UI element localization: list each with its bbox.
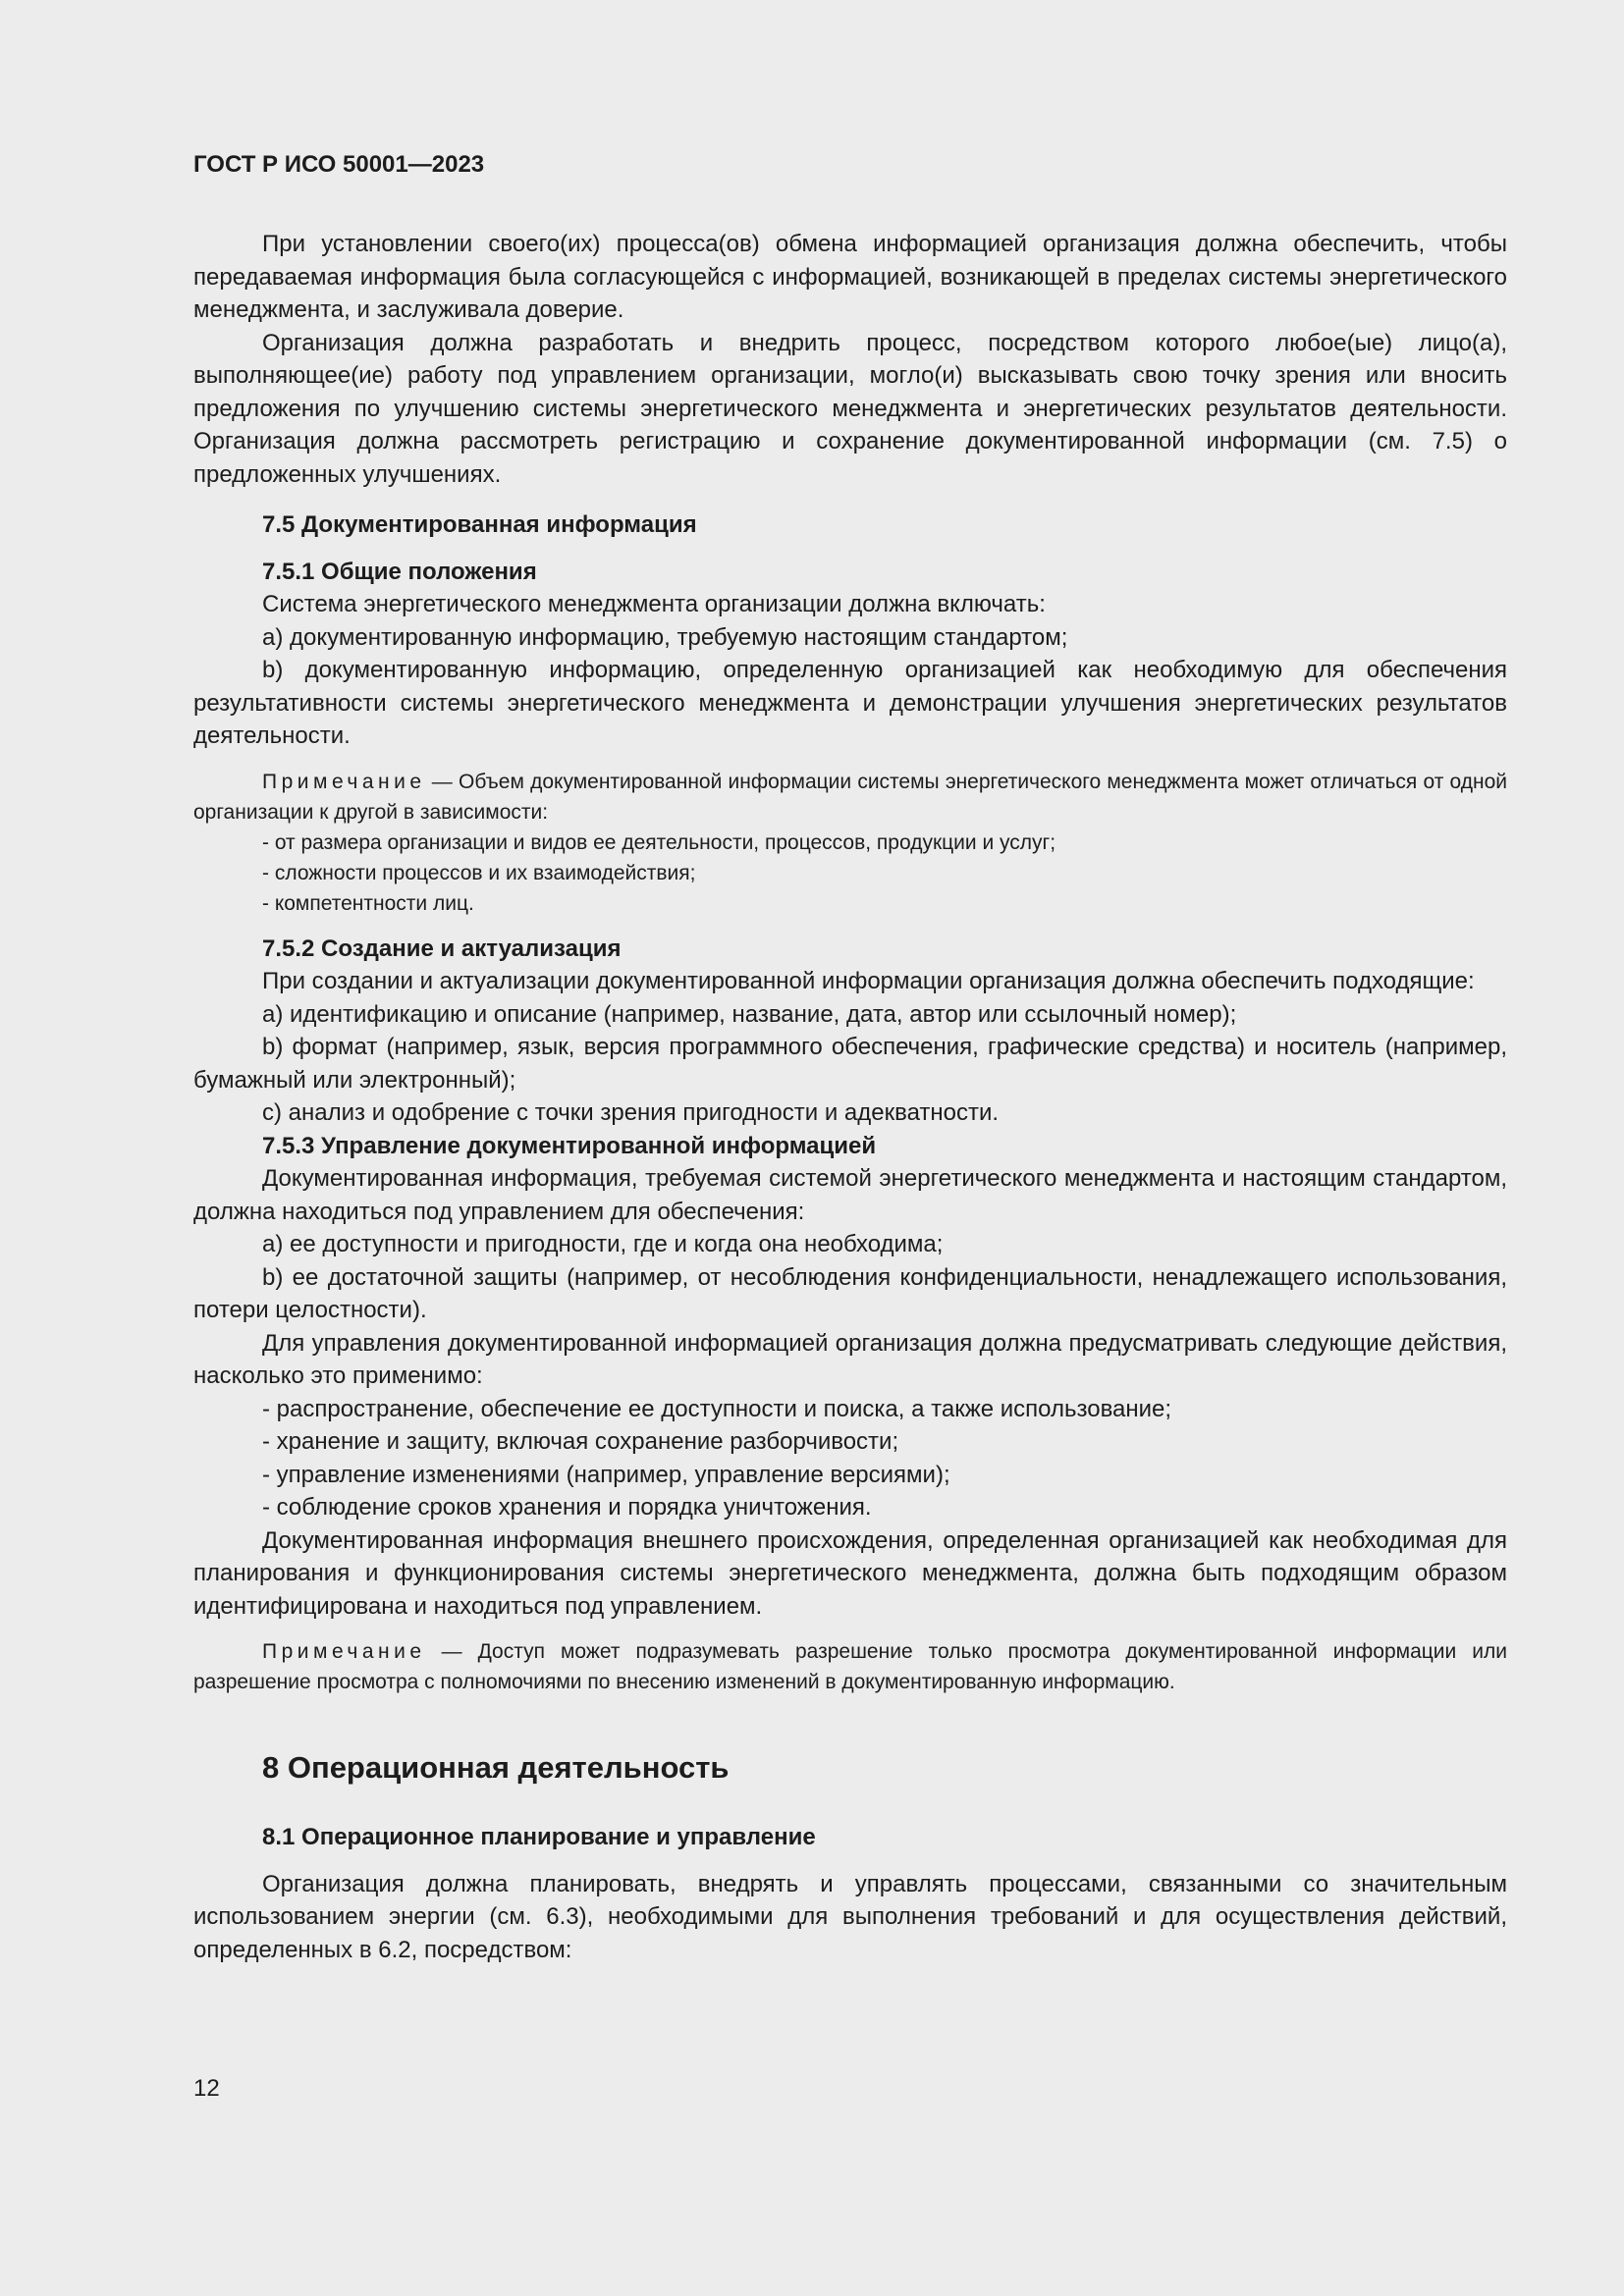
section-7-5-3-title: 7.5.3 Управление документированной информацией [262, 1132, 877, 1159]
page-content [193, 145, 1507, 1966]
section-7-5-2-item-b: b) формат (например, язык, версия программного обеспечения, графические средства) и носитель (например, бумажный или электронный); [193, 1034, 1507, 1094]
note-item: - от размера организации и видов ее деятельности, процессов, продукции и услуг; [262, 830, 1056, 854]
action-item: - соблюдение сроков хранения и порядка уничтожения. [262, 1494, 872, 1521]
note-item: - компетентности лиц. [262, 891, 474, 915]
action-item: - хранение и защиту, включая сохранение разборчивости; [262, 1428, 899, 1455]
section-7-5-1-title: 7.5.1 Общие положения [262, 558, 537, 585]
note-label: Примечание [262, 1640, 426, 1663]
section-7-5-title: 7.5 Документированная информация [262, 511, 697, 538]
note-text: — Доступ может подразумевать разрешение только просмотра документированной информации или разрешение просмотра с полномочиями по внесению изменений в документированную информацию. [193, 1640, 1507, 1693]
paragraph-improvement-process: Организация должна разработать и внедрить процесс, посредством которого любое(ые) лицо(а), выполняющее(ие) работу под управлением организации, могло(и) высказывать свою точку зрения или вносить предложения по улучшению системы энергетического менеджмента и энергетических результатов деятельности. Организация должна рассмотреть регистрацию и сохранение документированной информации (см. 7.5) о предложенных улучшениях. [193, 329, 1507, 488]
section-7-5-3-item-a: a) ее доступности и пригодности, где и когда она необходима; [262, 1231, 944, 1257]
document-header: ГОСТ Р ИСО 50001—2023 [193, 151, 485, 178]
action-item: - управление изменениями (например, управление версиями); [262, 1461, 950, 1488]
section-7-5-2-item-c: c) анализ и одобрение с точки зрения пригодности и адекватности. [262, 1099, 1000, 1126]
section-7-5-3-actions-intro: Для управления документированной информацией организация должна предусматривать следующие действия, насколько это применимо: [193, 1329, 1507, 1389]
section-7-5-1-item-a: a) документированную информацию, требуемую настоящим стандартом; [262, 623, 1068, 651]
section-7-5-1-item-b: b) документированную информацию, определенную организацией как необходимую для обеспечения результативности системы энергетического менеджмента и демонстрации улучшения энергетических результатов деятельности. [193, 657, 1507, 749]
page-number: 12 [193, 2075, 220, 2102]
note-label: Примечание [262, 770, 426, 793]
action-item: - распространение, обеспечение ее доступности и поиска, а также использование; [262, 1395, 1172, 1422]
section-8-title: 8 Операционная деятельность [262, 1750, 730, 1785]
section-7-5-2-title: 7.5.2 Создание и актуализация [262, 934, 622, 962]
note-7-5-1 [193, 767, 1507, 828]
note-7-5-3 [193, 1636, 1507, 1697]
section-8-1-text: Организация должна планировать, внедрять и управлять процессами, связанными со значительным использованием энергии (см. 6.3), необходимыми для выполнения требований и для осуществления действий, определенных в 6.2, посредством: [193, 1870, 1507, 1963]
section-7-5-2-item-a: a) идентификацию и описание (например, название, дата, автор или ссылочный номер); [262, 1000, 1237, 1028]
section-7-5-3-external: Документированная информация внешнего происхождения, определенная организацией как необходимая для планирования и функционирования системы энергетического менеджмента, должна быть подходящим образом идентифицирована и находиться под управлением. [193, 1526, 1507, 1620]
section-7-5-3-intro: Документированная информация, требуемая системой энергетического менеджмента и настоящим стандартом, должна находиться под управлением для обеспечения: [193, 1165, 1507, 1225]
section-8-1-title: 8.1 Операционное планирование и управление [262, 1824, 816, 1850]
note-item: - сложности процессов и их взаимодействия; [262, 861, 696, 884]
section-7-5-1-intro: Система энергетического менеджмента организации должна включать: [262, 591, 1046, 617]
paragraph-communication: При установлении своего(их) процесса(ов) обмена информацией организация должна обеспечить, чтобы передаваемая информация была согласующейся с информацией, возникающей в пределах системы энергетического менеджмента, и заслуживала доверие. [193, 231, 1507, 323]
note-text: — Объем документированной информации системы энергетического менеджмента может отличаться от одной организации к другой в зависимости: [193, 770, 1507, 824]
section-7-5-3-item-b: b) ее достаточной защиты (например, от несоблюдения конфиденциальности, ненадлежащего использования, потери целостности). [193, 1263, 1507, 1323]
section-7-5-2-intro: При создании и актуализации документированной информации организация должна обеспечить подходящие: [262, 968, 1475, 994]
